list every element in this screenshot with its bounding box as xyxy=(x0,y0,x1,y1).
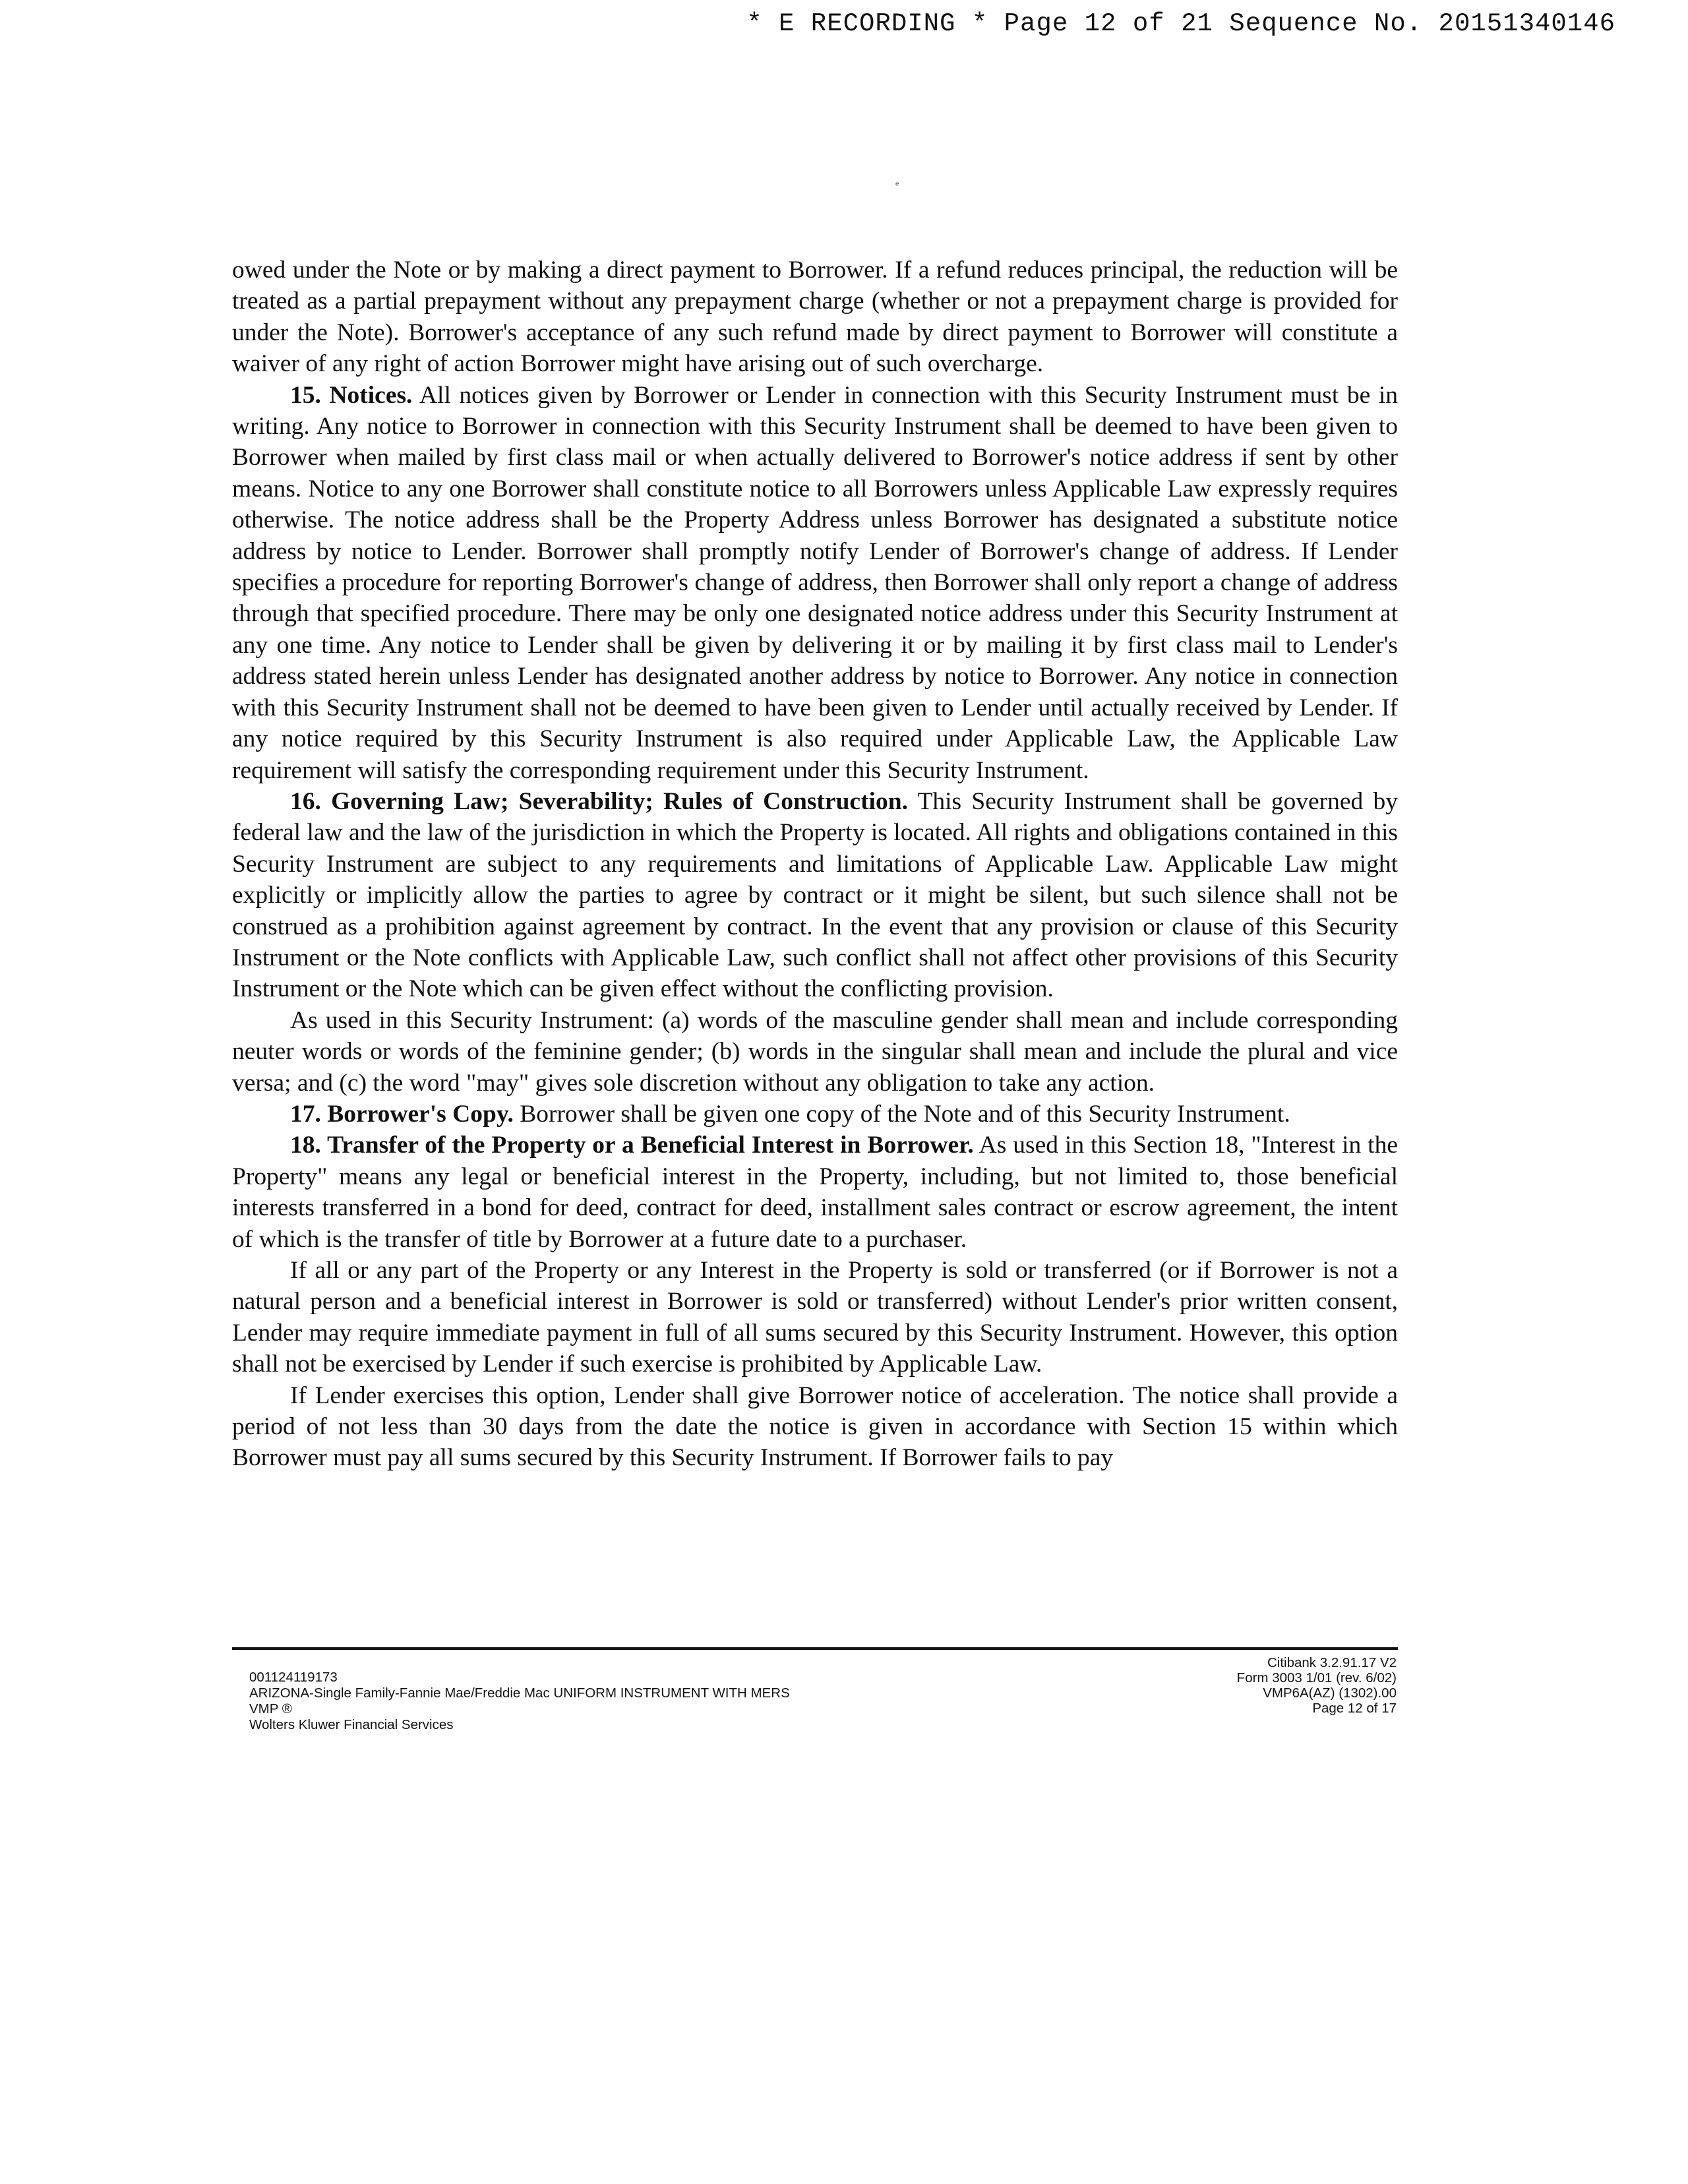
section-15 xyxy=(232,380,1398,786)
scan-speck: ᵉ xyxy=(895,179,899,190)
footer-left-block xyxy=(249,1670,790,1733)
document-body xyxy=(232,255,1398,1474)
form-title: ARIZONA-Single Family-Fannie Mae/Freddie Mac UNIFORM INSTRUMENT WITH MERS xyxy=(249,1685,790,1701)
recording-header: * E RECORDING * Page 12 of 21 Sequence No. 20151340146 xyxy=(746,9,1615,38)
form-number: Form 3003 1/01 (rev. 6/02) xyxy=(1236,1670,1397,1685)
section-18-paragraph-2: If all or any part of the Property or any Interest in the Property is sold or transferred (or if Borrower is not a natural person and a beneficial interest in Borrower is sold or transferred) without Lender's prior written consent, Lender may require immediate payment in full of all sums secured by this Security Instrument. However, this option shall not be exercised by Lender if such exercise is prohibited by Applicable Law. xyxy=(232,1257,1398,1378)
publisher-name: Wolters Kluwer Financial Services xyxy=(249,1717,454,1732)
footer-right-block xyxy=(1237,1655,1397,1716)
section-17-text: Borrower shall be given one copy of the Note and of this Security Instrument. xyxy=(520,1100,1290,1128)
footer-divider xyxy=(232,1647,1398,1650)
section-18-text: As used in this Section 18, "Interest in the Property" means any legal or beneficial interest in the Property, including, but not limited to, those beneficial interests transferred in a bond for deed, contract for deed, installment sales contract or escrow agreement, the intent of which is the transfer of title by Borrower at a future date to a purchaser. xyxy=(232,1132,1398,1253)
vmp-mark: VMP ® xyxy=(249,1701,292,1716)
paragraph-continuation: owed under the Note or by making a direct payment to Borrower. If a refund reduces principal, the reduction will be treated as a partial prepayment without any prepayment charge (whether or not a prepayment charge is provided for under the Note). Borrower's acceptance of any such refund made by direct payment to Borrower will constitute a waiver of any right of action Borrower might have arising out of such overcharge. xyxy=(232,257,1398,378)
section-16-heading: 16. Governing Law; Severability; Rules of Construction. xyxy=(290,787,908,815)
section-18-paragraph-3: If Lender exercises this option, Lender shall give Borrower notice of acceleration. The notice shall provide a period of not less than 30 days from the date the notice is given in accordance with Section 15 within which Borrower must pay all sums secured by this Security Instrument. If Borrower fails to pay xyxy=(232,1381,1398,1472)
section-16 xyxy=(232,786,1398,1005)
section-18 xyxy=(232,1130,1398,1255)
vmp-code: VMP6A(AZ) (1302).00 xyxy=(1263,1685,1397,1701)
section-17-heading: 17. Borrower's Copy. xyxy=(290,1100,514,1128)
version-label: Citibank 3.2.91.17 V2 xyxy=(1267,1655,1397,1670)
section-16-text: This Security Instrument shall be governed by federal law and the law of the jurisdiction in which the Property is located. All rights and obligations contained in this Security Instrument are subject to any requirements and limitations of Applicable Law. Applicable Law might explicitly or implicitly allow the parties to agree by contract or it might be silent, but such silence shall not be construed as a prohibition against agreement by contract. In the event that any provision or clause of this Security Instrument or the Note conflicts with Applicable Law, such conflict shall not affect other provisions of this Security Instrument or the Note which can be given effect without the conflicting provision. xyxy=(232,787,1398,1003)
section-16-paragraph-2: As used in this Security Instrument: (a) words of the masculine gender shall mean and include corresponding neuter words or words of the feminine gender; (b) words in the singular shall mean and include the plural and vice versa; and (c) the word "may" gives sole discretion without any obligation to take any action. xyxy=(232,1006,1398,1097)
page-number: Page 12 of 17 xyxy=(1312,1701,1397,1716)
section-15-heading: 15. Notices. xyxy=(290,381,413,409)
section-15-text: All notices given by Borrower or Lender in connection with this Security Instrument must be in writing. Any notice to Borrower in connection with this Security Instrument shall be deemed to have been given to Borrower when mailed by first class mail or when actually delivered to Borrower's notice address if sent by other means. Notice to any one Borrower shall constitute notice to all Borrowers unless Applicable Law expressly requires otherwise. The notice address shall be the Property Address unless Borrower has designated a substitute notice address by notice to Lender. Borrower shall promptly notify Lender of Borrower's change of address. If Lender specifies a procedure for reporting Borrower's change of address, then Borrower shall only report a change of address through that specified procedure. There may be only one designated notice address under this Security Instrument at any one time. Any notice to Lender shall be given by delivering it or by mailing it by first class mail to Lender's address stated herein unless Lender has designated another address by notice to Borrower. Any notice in connection with this Security Instrument shall not be deemed to have been given to Lender until actually received by Lender. If any notice required by this Security Instrument is also required under Applicable Law, the Applicable Law requirement will satisfy the corresponding requirement under this Security Instrument. xyxy=(232,381,1398,784)
section-17 xyxy=(232,1099,1398,1130)
section-18-heading: 18. Transfer of the Property or a Beneficial Interest in Borrower. xyxy=(290,1132,974,1159)
loan-number: 001124119173 xyxy=(249,1670,338,1685)
